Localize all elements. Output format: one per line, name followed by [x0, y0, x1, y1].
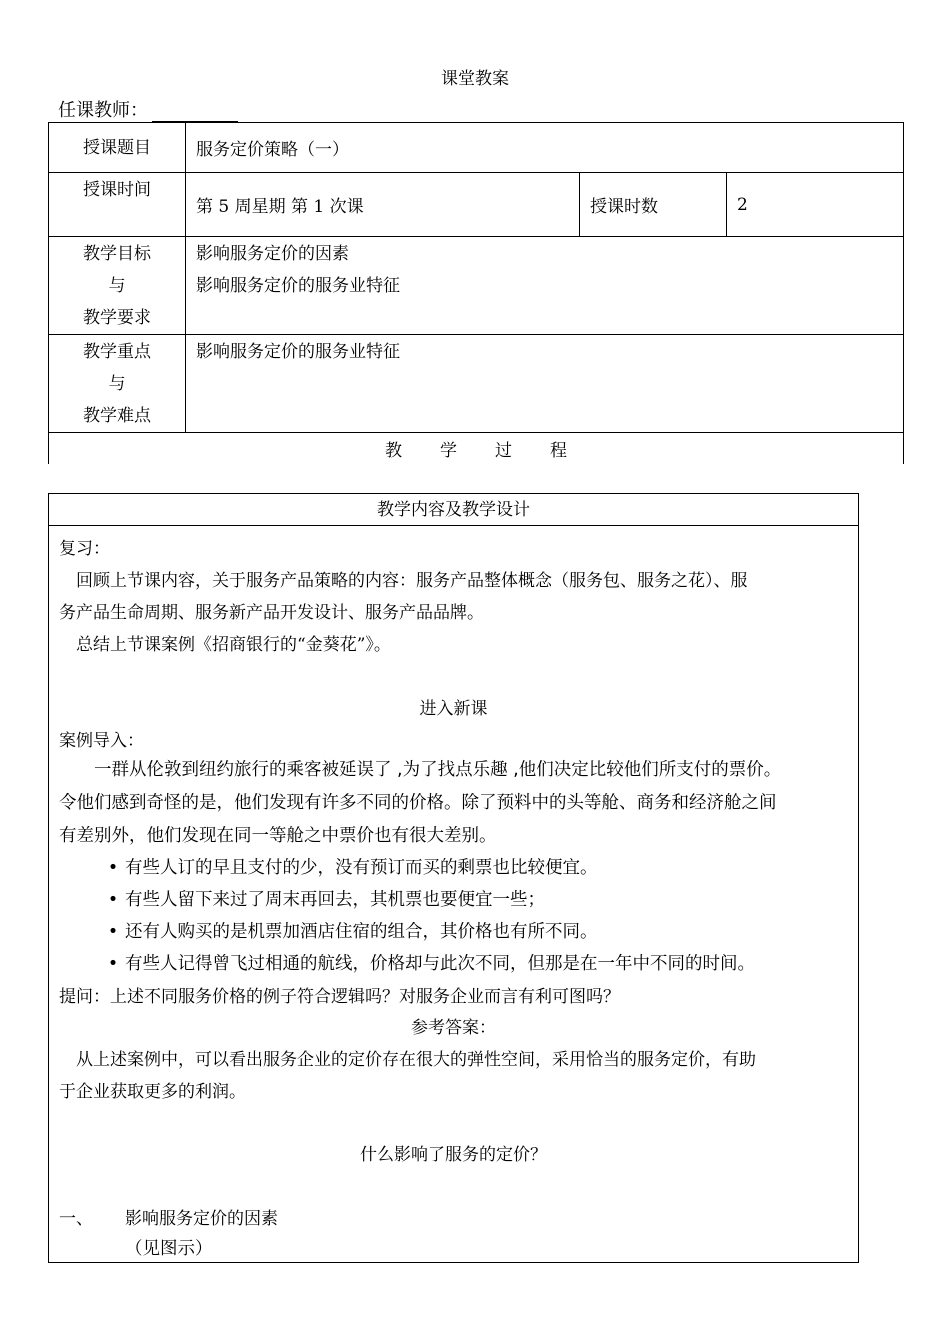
- goals-row: [49, 237, 904, 335]
- case-paragraph-line: 一群从伦敦到纽约旅行的乘客被延误了 ,为了找点乐趣 ,他们决定比较他们所支付的票价。: [59, 760, 782, 780]
- process-row: [49, 433, 904, 464]
- bullet-item: [105, 950, 755, 975]
- process-char: 过: [495, 440, 513, 461]
- new-lesson-heading: 进入新课: [419, 699, 488, 719]
- answer-paragraph-line: 从上述案例中，可以看出服务企业的定价存在很大的弹性空间，采用恰当的服务定价，有助: [59, 1050, 756, 1070]
- teacher-label: 任课教师：: [58, 100, 148, 121]
- teacher-field: [58, 96, 238, 122]
- bullet-dot-icon: •: [107, 858, 119, 878]
- keypoints-row: [49, 335, 904, 433]
- keypoint-item: 影响服务定价的服务业特征: [196, 342, 400, 362]
- keypoints-value: [186, 335, 904, 433]
- answer-paragraph-line: 于企业获取更多的利润。: [59, 1082, 246, 1102]
- time-label: 授课时间: [49, 173, 186, 237]
- bullet-item: [105, 886, 545, 911]
- teaching-process-heading: [49, 433, 904, 464]
- bullet-text: 有些人记得曾飞过相通的航线，价格却与此次不同，但那是在一年中不同的时间。: [125, 954, 755, 974]
- section-title: 影响服务定价的因素: [125, 1209, 278, 1229]
- goals-label-line: 与: [108, 276, 126, 296]
- keypoints-label-line: 教学难点: [83, 406, 151, 426]
- topic-row: [49, 123, 904, 173]
- process-char: 教: [385, 440, 403, 461]
- teacher-blank-line: [152, 103, 238, 122]
- bullet-text: 有些人留下来过了周末再回去，其机票也要便宜一些；: [125, 890, 545, 910]
- what-affects-heading: 什么影响了服务的定价？: [360, 1145, 547, 1165]
- review-paragraph-line: 回顾上节课内容，关于服务产品策略的内容：服务产品整体概念（服务包、服务之花）、服: [59, 571, 748, 591]
- goals-label-line: 教学目标: [83, 244, 151, 264]
- bullet-dot-icon: •: [107, 890, 119, 910]
- case-intro-label: 案例导入：: [59, 731, 144, 751]
- case-paragraph-line: 有差别外，他们发现在同一等舱之中票价也有很大差别。: [59, 826, 497, 846]
- bullet-dot-icon: •: [107, 954, 119, 974]
- goals-value: [186, 237, 904, 335]
- bullet-item: [105, 918, 598, 943]
- see-figure-note: （见图示）: [125, 1239, 213, 1259]
- goal-item: 影响服务定价的因素: [196, 244, 349, 264]
- goals-label-line: 教学要求: [83, 308, 151, 328]
- lesson-info-table: [48, 122, 904, 464]
- hours-value: 2: [727, 173, 904, 237]
- bullet-text: 有些人订的早且支付的少，没有预订而买的剩票也比较便宜。: [125, 858, 598, 878]
- review-paragraph-line: 务产品生命周期、服务新产品开发设计、服务产品品牌。: [59, 603, 484, 623]
- hours-label: 授课时数: [580, 173, 727, 237]
- keypoints-label-line: 与: [108, 374, 126, 394]
- teaching-content-box: [48, 493, 859, 1263]
- review-case-summary: 总结上节课案例《招商银行的“金葵花”》。: [59, 635, 391, 655]
- document-title: 课堂教案: [441, 69, 509, 89]
- bullet-text: 还有人购买的是机票加酒店住宿的组合，其价格也有所不同。: [125, 922, 598, 942]
- process-char: 程: [550, 440, 568, 461]
- question-text: 提问：上述不同服务价格的例子符合逻辑吗？对服务企业而言有利可图吗？: [59, 987, 620, 1007]
- goal-item: 影响服务定价的服务业特征: [196, 276, 400, 296]
- review-title: 复习：: [59, 539, 110, 559]
- topic-label: 授课题目: [49, 123, 186, 173]
- teaching-content-header: 教学内容及教学设计: [49, 494, 858, 526]
- answer-title: 参考答案：: [411, 1018, 496, 1038]
- process-char: 学: [440, 440, 458, 461]
- goals-label: [49, 237, 186, 335]
- time-row: [49, 173, 904, 237]
- time-value: 第 5 周星期 第 1 次课: [186, 173, 580, 237]
- section-number: 一、: [59, 1209, 93, 1229]
- keypoints-label: [49, 335, 186, 433]
- bullet-dot-icon: •: [107, 922, 119, 942]
- case-paragraph-line: 令他们感到奇怪的是，他们发现有许多不同的价格。除了预料中的头等舱、商务和经济舱之间: [59, 793, 777, 813]
- topic-value: 服务定价策略（一）: [186, 123, 904, 173]
- keypoints-label-line: 教学重点: [83, 342, 151, 362]
- bullet-item: [105, 854, 598, 879]
